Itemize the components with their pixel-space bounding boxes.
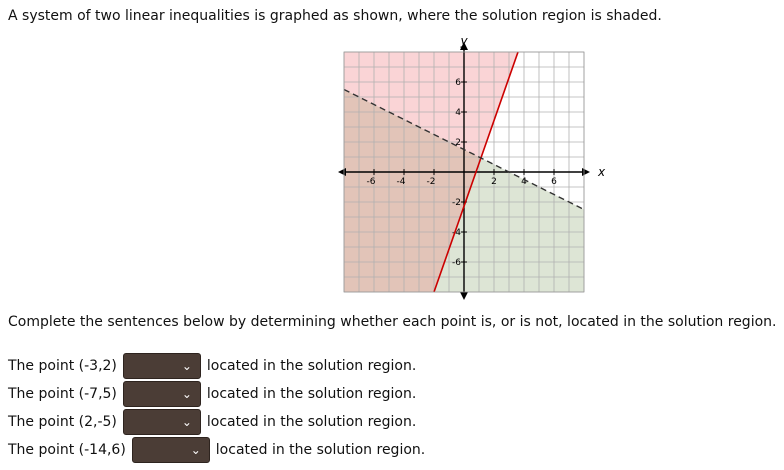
sentence-tail: located in the solution region. — [206, 358, 417, 374]
point-label: The point (-14,6) — [8, 442, 126, 458]
question-prompt: A system of two linear inequalities is graphed as shown, where the solution region is shaded. — [8, 8, 662, 24]
sentence-tail: located in the solution region. — [215, 442, 426, 458]
answer-row — [8, 352, 416, 380]
chevron-down-icon: ⌄ — [190, 443, 201, 457]
chevron-down-icon: ⌄ — [181, 387, 192, 401]
answer-row — [8, 380, 416, 408]
x-axis-arrow-left — [338, 168, 346, 176]
is-isnot-dropdown[interactable] — [123, 353, 201, 379]
x-axis-arrow — [582, 168, 590, 176]
chevron-down-icon: ⌄ — [181, 359, 192, 373]
x-axis-label: x — [598, 165, 606, 179]
x-tick-label: 6 — [551, 177, 557, 187]
y-tick-label: -2 — [452, 198, 461, 208]
answer-row — [8, 408, 416, 436]
y-axis-arrow-down — [460, 292, 468, 300]
x-tick-label: 4 — [521, 177, 527, 187]
point-label: The point (2,-5) — [8, 414, 117, 430]
point-label: The point (-3,2) — [8, 358, 117, 374]
x-tick-label: 2 — [491, 177, 497, 187]
sentence-tail: located in the solution region. — [206, 414, 417, 430]
y-tick-label: 2 — [455, 138, 461, 148]
x-tick-label: -6 — [366, 177, 376, 187]
chevron-down-icon: ⌄ — [181, 415, 192, 429]
point-label: The point (-7,5) — [8, 386, 117, 402]
x-tick-label: -2 — [426, 177, 436, 187]
inequality-graph — [336, 34, 606, 302]
y-tick-label: -6 — [452, 258, 461, 268]
sentence-tail: located in the solution region. — [206, 386, 417, 402]
answer-row — [8, 436, 425, 464]
instruction-text: Complete the sentences below by determining whether each point is, or is not, located in the solution region. — [8, 314, 777, 330]
is-isnot-dropdown[interactable] — [123, 409, 201, 435]
x-tick-label: -4 — [396, 177, 406, 187]
y-axis-label: y — [460, 34, 468, 48]
y-tick-label: -4 — [452, 228, 461, 238]
is-isnot-dropdown[interactable] — [132, 437, 210, 463]
is-isnot-dropdown[interactable] — [123, 381, 201, 407]
y-tick-label: 4 — [455, 108, 461, 118]
y-tick-label: 6 — [455, 78, 461, 88]
